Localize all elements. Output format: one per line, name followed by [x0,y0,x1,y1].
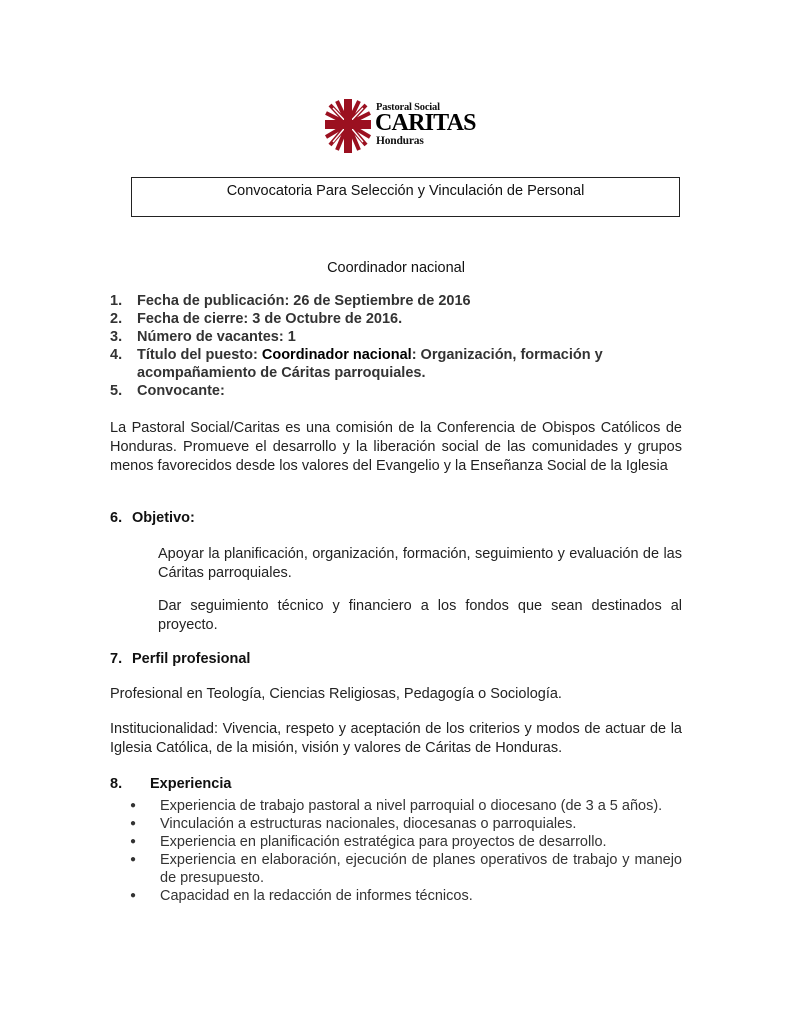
list-number: 2. [110,311,123,327]
list-item-publication-date [110,292,690,310]
numbered-details-list [110,292,690,400]
objetivo-paragraph-2: Dar seguimiento técnico y financiero a los fondos que sean destinados al proyecto. [158,598,682,633]
list-number: 1. [110,293,123,309]
list-number: 3. [110,329,123,345]
bullet-item [128,797,682,815]
list-item-vacancies [110,328,690,346]
list-item-closing-date [110,310,690,328]
list-item-job-title [110,346,690,382]
section-title: Experiencia [150,776,232,792]
bullet-item [128,815,682,833]
bullet-text: Experiencia en elaboración, ejecución de planes operativos de trabajo y manejo de presupuesto. [160,852,682,886]
bullet-text: Experiencia de trabajo pastoral a nivel parroquial o diocesano (de 3 a 5 años). [160,798,663,814]
section-number: 8. [110,776,123,792]
list-text: Número de vacantes: 1 [137,329,296,345]
list-number: 5. [110,383,123,399]
caritas-logo [324,98,474,158]
bullet-icon: ● [130,854,137,865]
list-item-convocante [110,382,690,400]
bullet-text: Capacidad en la redacción de informes técnicos. [160,888,473,904]
convocante-paragraph: La Pastoral Social/Caritas es una comisión de la Conferencia de Obispos Católicos de Honduras. Promueve el desarrollo y la liberación social de las comunidades y grupos menos favorecidos desde los valores del Evangelio y la Enseñanza Social de la Iglesia [110,420,682,474]
document-title-box [131,177,680,217]
list-number: 4. [110,347,123,363]
job-title-label: Título del puesto: [137,347,262,363]
list-text: Fecha de publicación: 26 de Septiembre de 2016 [137,293,471,309]
objetivo-paragraph-1: Apoyar la planificación, organización, formación, seguimiento y evaluación de las Cáritas parroquiales. [158,546,682,581]
position-subtitle: Coordinador nacional [327,260,465,276]
bullet-text: Experiencia en planificación estratégica para proyectos de desarrollo. [160,834,607,850]
section-title: Perfil profesional [132,651,251,667]
section-title: Objetivo: [132,510,195,526]
experiencia-bullet-list [128,797,682,905]
bullet-icon: ● [130,836,137,847]
list-text: Convocante: [137,383,225,399]
bullet-icon: ● [130,890,137,901]
bullet-item [128,851,682,887]
bullet-item [128,833,682,851]
document-title: Convocatoria Para Selección y Vinculación de Personal [226,183,585,199]
logo-line-honduras: Honduras [376,135,424,147]
section-heading-objetivo [110,510,195,526]
bullet-icon: ● [130,800,137,811]
logo-line-caritas: CARITAS [375,110,476,136]
job-title-value: Coordinador nacional [261,347,412,363]
section-number: 7. [110,651,123,667]
bullet-text: Vinculación a estructuras nacionales, diocesanas o parroquiales. [160,816,577,832]
logo-line-pastoral-social: Pastoral Social [376,102,440,113]
section-heading-perfil [110,651,250,667]
list-text [137,346,690,382]
perfil-paragraph-1: Profesional en Teología, Ciencias Religiosas, Pedagogía o Sociología. [110,686,562,702]
section-heading-experiencia [110,776,231,792]
job-title-description: : Organización, formación y acompañamiento de Cáritas parroquiales. [137,347,603,381]
perfil-paragraph-2: Institucionalidad: Vivencia, respeto y aceptación de los criterios y modos de actuar de la Iglesia Católica, de la misión, visión y valores de Cáritas de Honduras. [110,721,682,756]
caritas-cross-icon [324,98,372,154]
list-text: Fecha de cierre: 3 de Octubre de 2016. [137,311,403,327]
bullet-icon: ● [130,818,137,829]
section-number: 6. [110,510,123,526]
bullet-item [128,887,682,905]
